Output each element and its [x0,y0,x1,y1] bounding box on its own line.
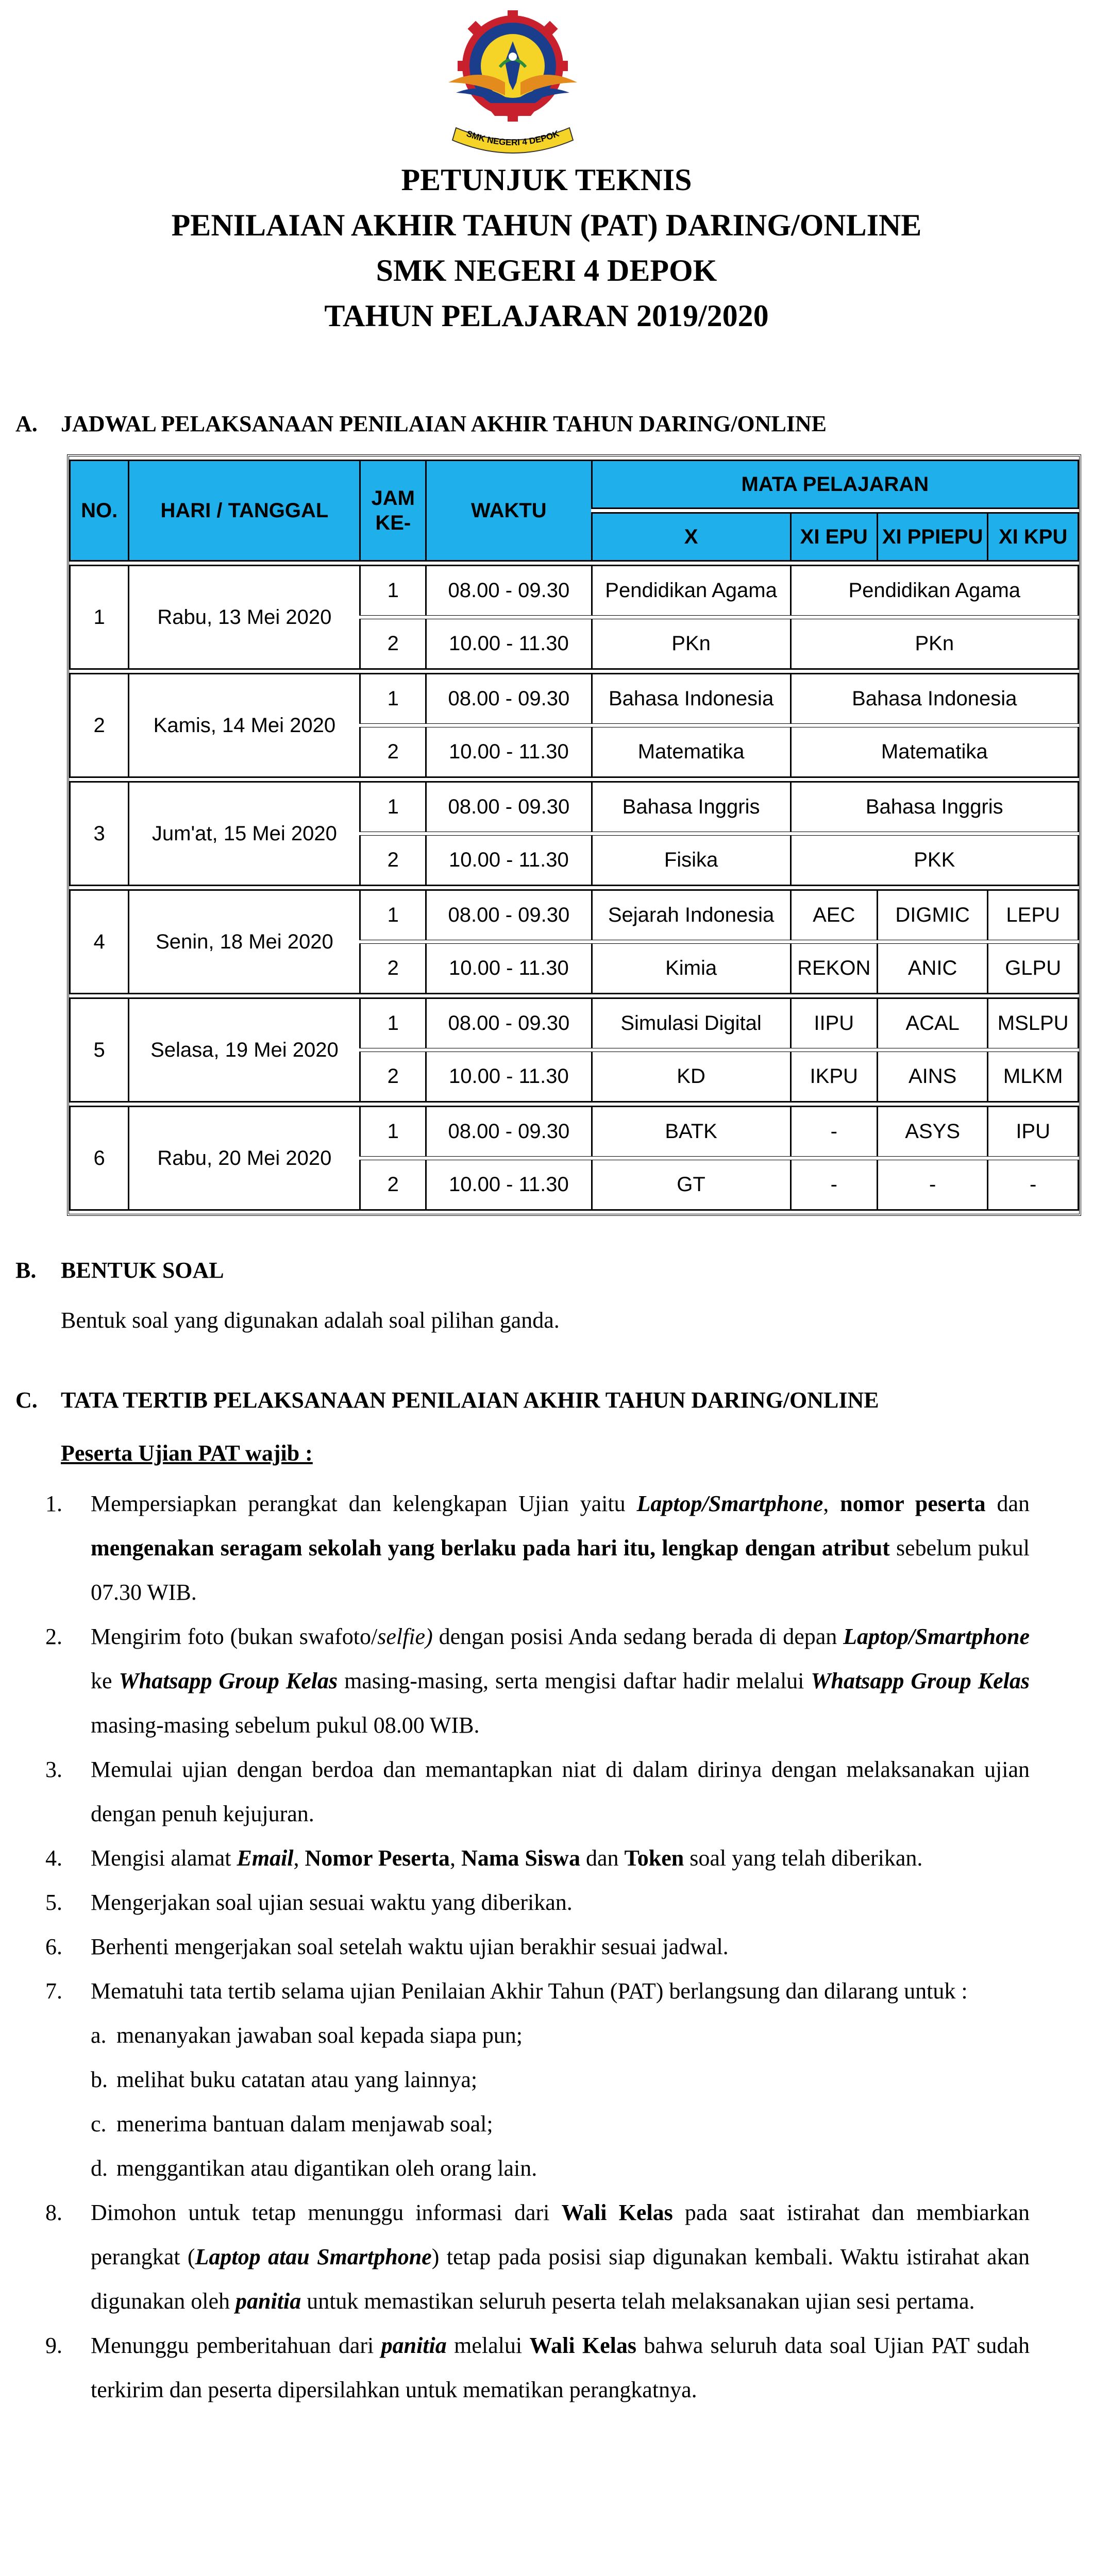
section-b-heading [15,1257,224,1283]
cell-date: Senin, 18 Mei 2020 [128,889,359,994]
cell-subject-xi: Bahasa Indonesia [790,673,1079,724]
rule-text: dan [580,1845,625,1871]
schedule-table-frame [67,454,1081,1216]
cell-subject-xi-kpu: LEPU [987,889,1079,940]
rule-subitem-text: melihat buku catatan atau yang lainnya; [116,2067,478,2092]
rule-item [45,1836,1030,1880]
rule-number: 4. [45,1845,62,1871]
title-line-2: PENILAIAN AKHIR TAHUN (PAT) DARING/ONLINE [171,208,922,242]
rule-item [45,2191,1030,2324]
cell-subject-xi-ppiepu: ACAL [877,997,987,1048]
cell-subject-xi-kpu: - [987,1160,1079,1211]
cell-waktu: 08.00 - 09.30 [425,565,591,616]
rule-text: Email [237,1845,294,1871]
cell-subject-x: GT [591,1160,790,1211]
rule-item [45,1615,1030,1748]
rule-subitem-text: menerima bantuan dalam menjawab soal; [116,2111,493,2137]
cell-waktu: 10.00 - 11.30 [425,727,591,778]
header-xi-kpu: XI KPU [987,512,1079,562]
rule-subitem-letter: d. [91,2156,108,2181]
rule-text: bahwa seluruh data soal Ujian PAT sudah terkirim dan peserta dipersilahkan untuk mematikan perangkatnya. [91,2333,1030,2402]
cell-subject-xi: Pendidikan Agama [790,565,1079,616]
cell-subject-xi-kpu: MLKM [987,1052,1079,1103]
cell-subject-x: KD [591,1052,790,1103]
rule-text: Memulai ujian dengan berdoa dan memantapkan niat di dalam dirinya dengan melaksanakan ujian dengan penuh kejujuran. [91,1757,1030,1826]
rule-subitem-letter: b. [91,2067,108,2092]
rule-text: masing-masing, serta mengisi daftar hadir melalui [338,1668,811,1693]
schedule-table [69,456,1079,1214]
schedule-row [69,889,1079,940]
cell-subject-x: Fisika [591,835,790,886]
cell-subject-x: Bahasa Indonesia [591,673,790,724]
header-waktu: WAKTU [425,460,591,562]
rule-number: 8. [45,2200,62,2225]
cell-subject-x: Bahasa Inggris [591,781,790,832]
cell-no: 4 [69,889,128,994]
section-a-letter: A. [15,411,38,436]
logo-ribbon-text: SMK NEGERI 4 DEPOK [465,128,561,148]
cell-subject-x: PKn [591,619,790,670]
title-line-3: SMK NEGERI 4 DEPOK [376,253,717,287]
cell-jam: 1 [359,1106,425,1157]
section-b-letter: B. [15,1258,37,1283]
cell-waktu: 08.00 - 09.30 [425,1106,591,1157]
cell-subject-xi-epu: REKON [790,943,877,994]
rule-subitem [91,2146,1030,2191]
cell-jam: 1 [359,781,425,832]
rule-text: Nomor Peserta [305,1845,450,1871]
rule-text: Nama Siswa [461,1845,580,1871]
cell-subject-xi: PKn [790,619,1079,670]
rule-text: melalui [446,2333,530,2358]
document-title [0,157,1093,338]
rule-item [45,1969,1030,2191]
rule-text: ) tetap pada posisi siap digunakan kembali. Waktu istirahat akan digunakan oleh [91,2244,1030,2314]
cell-subject-xi-ppiepu: - [877,1160,987,1211]
schedule-row [69,673,1079,724]
rule-text: , [449,1845,461,1871]
rule-text: masing-masing sebelum pukul 08.00 WIB. [91,1713,480,1738]
rule-text: Wali Kelas [561,2200,673,2225]
cell-waktu: 10.00 - 11.30 [425,1052,591,1103]
title-line-1: PETUNJUK TEKNIS [401,163,692,197]
rule-text: Token [624,1845,684,1871]
rule-text: pada saat istirahat dan membiarkan perangkat ( [91,2200,1030,2269]
rule-subitem [91,2013,1030,2058]
cell-subject-xi-ppiepu: ANIC [877,943,987,994]
rule-text: selfie) [377,1624,433,1649]
cell-jam: 2 [359,835,425,886]
rule-item [45,2324,1030,2412]
cell-subject-xi-epu: - [790,1160,877,1211]
rule-text: Mematuhi tata tertib selama ujian Penilaian Akhir Tahun (PAT) berlangsung dan dilarang untuk : [91,1978,968,2004]
rule-text: soal yang telah diberikan. [684,1845,923,1871]
rule-number: 7. [45,1978,62,2004]
section-c-title: TATA TERTIB PELAKSANAAN PENILAIAN AKHIR TAHUN DARING/ONLINE [61,1387,879,1413]
rule-number: 3. [45,1757,62,1782]
schedule-row [69,781,1079,832]
rule-number: 6. [45,1934,62,1959]
rule-text: Whatsapp Group Kelas [811,1668,1030,1693]
header-xi-epu: XI EPU [790,512,877,562]
cell-waktu: 08.00 - 09.30 [425,673,591,724]
cell-jam: 2 [359,943,425,994]
schedule-row [69,997,1079,1048]
cell-waktu: 10.00 - 11.30 [425,1160,591,1211]
cell-subject-xi: Matematika [790,727,1079,778]
cell-jam: 1 [359,673,425,724]
header-hari: HARI / TANGGAL [128,460,359,562]
rule-text: Mengisi alamat [91,1845,237,1871]
cell-no: 2 [69,673,128,778]
cell-subject-xi-epu: AEC [790,889,877,940]
cell-subject-x: BATK [591,1106,790,1157]
header-mapel: MATA PELAJARAN [591,460,1079,509]
rule-text: Dimohon untuk tetap menunggu informasi dari [91,2200,562,2225]
cell-waktu: 10.00 - 11.30 [425,943,591,994]
cell-jam: 2 [359,1160,425,1211]
cell-subject-xi-ppiepu: ASYS [877,1106,987,1157]
cell-subject-x: Simulasi Digital [591,997,790,1048]
cell-subject-xi-epu: IIPU [790,997,877,1048]
rule-subitem-letter: a. [91,2023,107,2048]
schedule-body [69,565,1079,1211]
cell-jam: 2 [359,1052,425,1103]
section-c-heading [15,1387,879,1413]
cell-waktu: 08.00 - 09.30 [425,781,591,832]
header-no: NO. [69,460,128,562]
rule-text: ke [91,1668,119,1693]
rule-text: panitia [236,2289,301,2314]
header-x: X [591,512,790,562]
cell-no: 5 [69,997,128,1103]
cell-date: Rabu, 13 Mei 2020 [128,565,359,670]
section-b-text: Bentuk soal yang digunakan adalah soal pilihan ganda. [61,1308,560,1333]
rule-number: 9. [45,2333,62,2358]
rule-number: 5. [45,1890,62,1915]
rule-subitem-text: menanyakan jawaban soal kepada siapa pun; [116,2023,523,2048]
rule-text: Laptop/Smartphone [843,1624,1030,1649]
cell-jam: 1 [359,889,425,940]
rule-item [45,1880,1030,1925]
school-logo [428,5,598,155]
cell-subject-xi-kpu: MSLPU [987,997,1079,1048]
rule-item [45,1925,1030,1969]
cell-waktu: 10.00 - 11.30 [425,835,591,886]
cell-subject-xi-epu: IKPU [790,1052,877,1103]
rule-sublist [91,2013,1030,2191]
cell-waktu: 10.00 - 11.30 [425,619,591,670]
section-b-title: BENTUK SOAL [61,1258,224,1283]
cell-subject-xi-epu: - [790,1106,877,1157]
section-a-heading [15,411,827,437]
peserta-subheading: Peserta Ujian PAT wajib : [61,1440,313,1466]
cell-date: Selasa, 19 Mei 2020 [128,997,359,1103]
rule-subitem-letter: c. [91,2111,107,2137]
cell-subject-x: Sejarah Indonesia [591,889,790,940]
rule-text: panitia [381,2333,447,2358]
header-xi-ppiepu: XI PPIEPU [877,512,987,562]
rule-number: 2. [45,1624,62,1649]
section-c-letter: C. [15,1387,38,1413]
cell-subject-xi-ppiepu: AINS [877,1052,987,1103]
rule-text: Whatsapp Group Kelas [119,1668,338,1693]
cell-subject-xi: PKK [790,835,1079,886]
cell-no: 3 [69,781,128,886]
rule-subitem [91,2058,1030,2102]
cell-subject-xi-kpu: IPU [987,1106,1079,1157]
rule-text: dengan posisi Anda sedang berada di depan [432,1624,844,1649]
rule-item [45,1748,1030,1836]
cell-waktu: 08.00 - 09.30 [425,889,591,940]
cell-subject-xi-kpu: GLPU [987,943,1079,994]
cell-subject-xi-ppiepu: DIGMIC [877,889,987,940]
rule-number: 1. [45,1491,62,1516]
rule-text: untuk memastikan seluruh peserta telah melaksanakan ujian sesi pertama. [301,2289,975,2314]
cell-date: Jum'at, 15 Mei 2020 [128,781,359,886]
schedule-row [69,565,1079,616]
cell-jam: 1 [359,565,425,616]
cell-date: Kamis, 14 Mei 2020 [128,673,359,778]
cell-jam: 1 [359,997,425,1048]
cell-no: 6 [69,1106,128,1211]
rule-text: sebelum pukul 07.30 WIB. [91,1535,1030,1605]
title-line-4: TAHUN PELAJARAN 2019/2020 [324,299,769,333]
rule-text: , [823,1491,840,1516]
section-a-title: JADWAL PELAKSANAAN PENILAIAN AKHIR TAHUN DARING/ONLINE [61,411,827,436]
rules-list [45,1482,1030,2412]
cell-subject-x: Matematika [591,727,790,778]
rule-subitem [91,2102,1030,2146]
header-jam: JAM KE- [359,460,425,562]
rule-item [45,1482,1030,1615]
rule-text: mengenakan seragam sekolah yang berlaku pada hari itu, lengkap dengan atribut [91,1535,890,1561]
schedule-row [69,1106,1079,1157]
rule-text: dan [985,1491,1030,1516]
cell-subject-x: Pendidikan Agama [591,565,790,616]
rule-text: Mempersiapkan perangkat dan kelengkapan Ujian yaitu [91,1491,637,1516]
rule-text: Laptop atau Smartphone [195,2244,432,2269]
rule-text: , [293,1845,305,1871]
cell-no: 1 [69,565,128,670]
rule-text: Laptop/Smartphone [636,1491,823,1516]
rule-text: Mengerjakan soal ujian sesuai waktu yang diberikan. [91,1890,573,1915]
cell-date: Rabu, 20 Mei 2020 [128,1106,359,1211]
rule-text: nomor peserta [840,1491,986,1516]
rule-subitem-text: menggantikan atau digantikan oleh orang lain. [116,2156,537,2181]
rule-text: Menunggu pemberitahuan dari [91,2333,381,2358]
rule-text: Berhenti mengerjakan soal setelah waktu ujian berakhir sesuai jadwal. [91,1934,729,1959]
cell-subject-xi: Bahasa Inggris [790,781,1079,832]
cell-jam: 2 [359,619,425,670]
rule-text: Wali Kelas [529,2333,637,2358]
cell-waktu: 08.00 - 09.30 [425,997,591,1048]
cell-jam: 2 [359,727,425,778]
cell-subject-x: Kimia [591,943,790,994]
rule-text: Mengirim foto (bukan swafoto/ [91,1624,378,1649]
